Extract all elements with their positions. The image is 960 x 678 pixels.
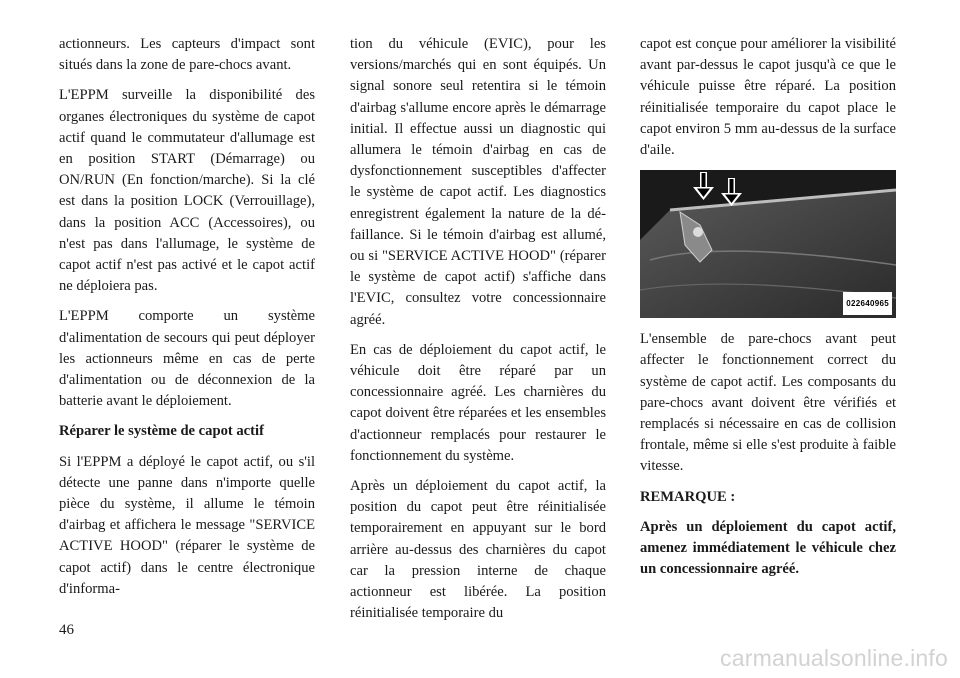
column-2 xyxy=(350,34,606,633)
paragraph: Si l'EPPM a déployé le capot actif, ou s'il détecte une panne dans n'importe quelle pièce du système, il allume le témoin d'airbag et affichera le message "SERVICE ACTIVE HOOD" (réparer le système de capot actif) dans le centre électronique d'informa- xyxy=(59,453,315,597)
paragraph: capot est conçue pour améliorer la visibilité avant par-dessus le capot jusqu'à ce que le véhicule puisse être réparé. La position réinitialisée temporaire du capot place le capot environ 5 mm au-dessus de la surface d'aile. xyxy=(640,36,896,159)
paragraph: L'ensemble de pare-chocs avant peut affecter le fonctionnement correct du système de capot actif. Les composants du pare-chocs avant doivent être vérifiés et remplacés si nécessaire en cas de collision frontale, même si elle s'est produite à faible vitesse. xyxy=(640,331,896,475)
paragraph: L'EPPM comporte un système d'alimentation de secours qui peut déployer les actionneurs même en cas de perte d'alimentation ou de déconnexion de la batterie avant le déploiement. xyxy=(59,308,315,410)
figure-id-label: 022640965 xyxy=(843,292,892,315)
paragraph: L'EPPM surveille la disponibilité des organes électroniques du système de capot actif quand le commutateur d'allumage est en position START (Démarrage) ou ON/RUN (En fonction/marche). Si la clé est dans la position LOCK (Verrouillage), dans la position ACC (Accessoires), ou n'est pas dans l'allumage, le système de capot actif n'est pas activé et le capot actif ne déploiera pas. xyxy=(59,87,315,295)
page-number: 46 xyxy=(59,622,74,638)
section-heading: Réparer le système de capot actif xyxy=(59,423,264,440)
column-1 xyxy=(59,34,315,609)
note-text: Après un déploiement du capot actif, amenez immédiatement le véhicule chez un concessionnaire agréé. xyxy=(640,518,896,578)
paragraph: Après un déploiement du capot actif, la position du capot peut être réinitialisée temporairement en appuyant sur le bord arrière au-dessus des charnières du capot car la pression interne de chaque actionneur est libérée. La position réinitialisée temporaire du xyxy=(350,478,606,622)
paragraph: tion du véhicule (EVIC), pour les versions/marchés qui en sont équipés. Un signal sonore seul retentira si le témoin d'airbag s'allume encore après le démarrage initial. Il effectue aussi un diagnostic qui allumera le témoin d'airbag en cas de dysfonctionnement susceptibles d'affecter le système de capot actif. Les diagnostics enregistrent également la nature de la défaillance. Si le témoin d'airbag est allumé, ou si "SERVICE ACTIVE HOOD" (réparer le système de capot actif) s'affiche dans l'EVIC, consultez votre concessionnaire agréé. xyxy=(350,36,606,328)
paragraph: actionneurs. Les capteurs d'impact sont situés dans la zone de pare-chocs avant. xyxy=(59,36,315,74)
watermark: carmanualsonline.info xyxy=(720,645,948,671)
hood-hinge-figure xyxy=(640,170,896,318)
paragraph: En cas de déploiement du capot actif, le véhicule doit être réparé par un concessionnaire agréé. Les charnières du capot doivent être réparées et les ensembles d'actionneur remplacés pour restaurer le fonctionnement du système. xyxy=(350,341,606,464)
note-label: REMARQUE : xyxy=(640,488,736,505)
column-3 xyxy=(640,34,896,589)
